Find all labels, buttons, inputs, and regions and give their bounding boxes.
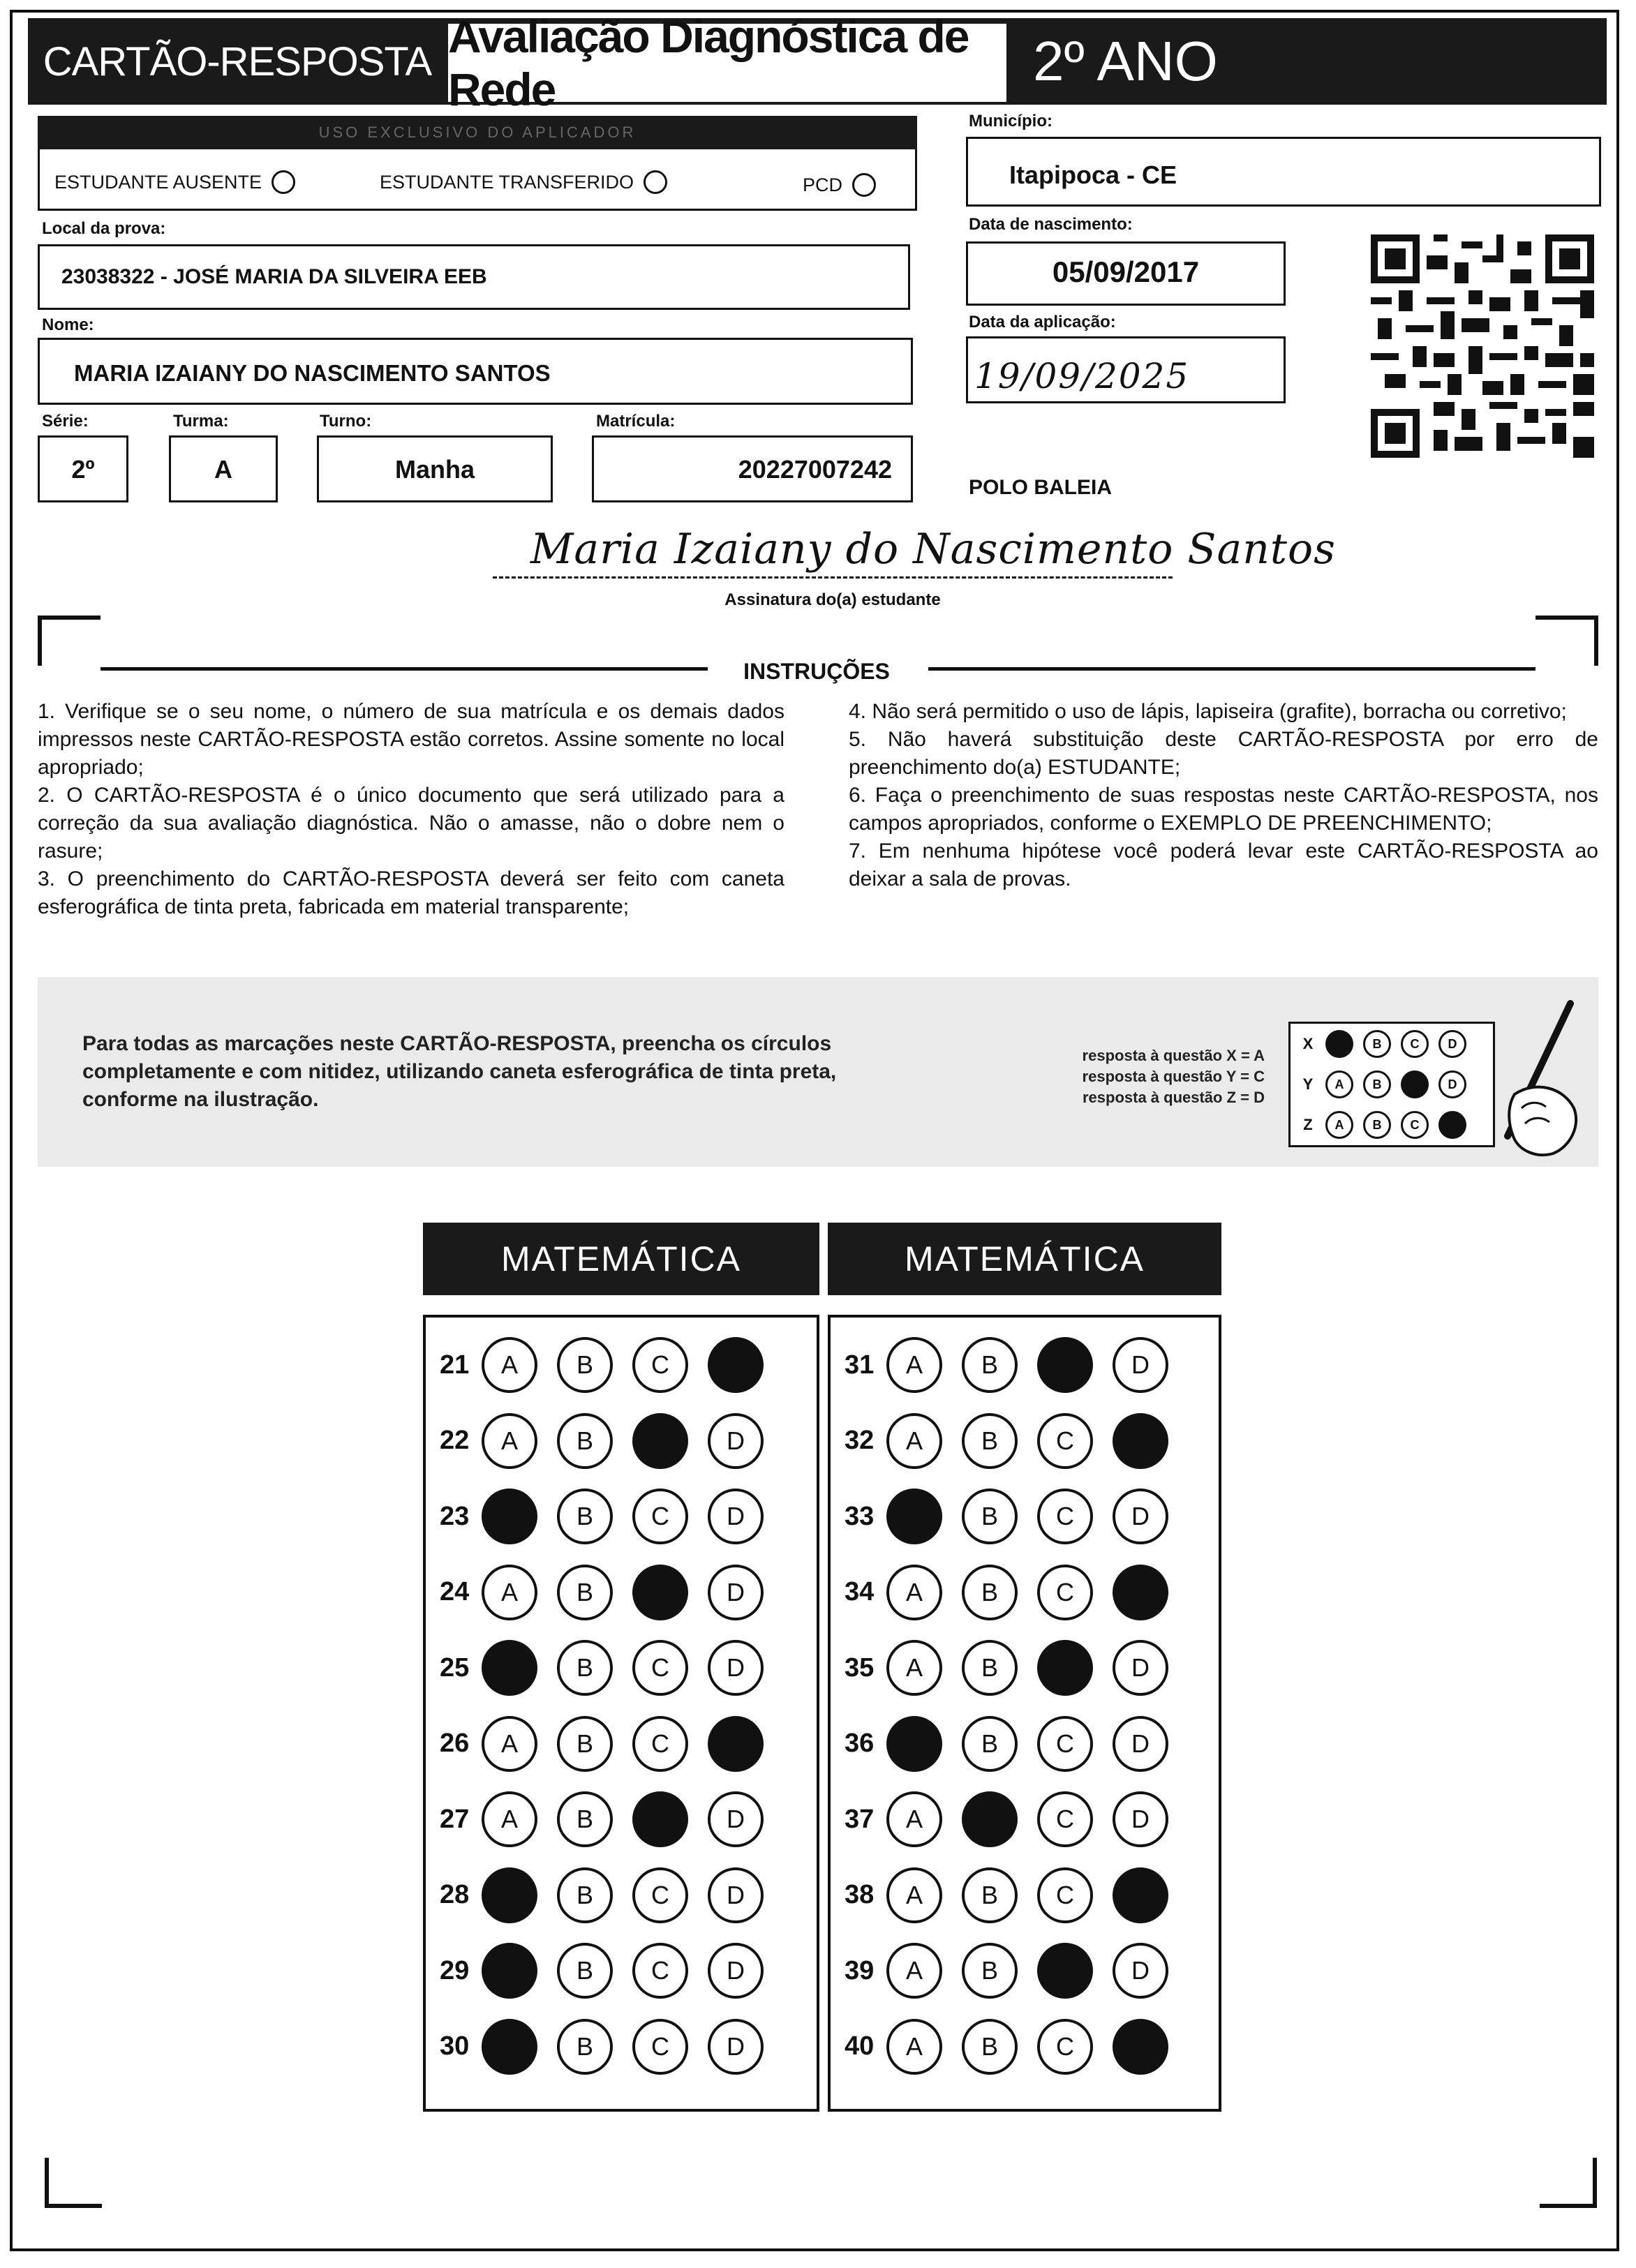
answer-bubble-c[interactable]: C bbox=[1037, 1565, 1093, 1620]
turma-value: A bbox=[214, 455, 232, 484]
absent-bubble[interactable] bbox=[272, 170, 295, 194]
answer-bubble-a[interactable]: A bbox=[886, 1565, 942, 1620]
corner-mark-br-v bbox=[1593, 2158, 1597, 2208]
signature-line bbox=[493, 576, 1173, 579]
answer-bubble-a[interactable] bbox=[482, 1943, 537, 1999]
answer-bubble-b[interactable]: B bbox=[962, 1413, 1018, 1469]
pcd-option[interactable] bbox=[803, 173, 876, 197]
answer-row bbox=[845, 1331, 1188, 1398]
answer-bubble-b[interactable] bbox=[962, 1791, 1018, 1847]
answer-bubble-c[interactable]: C bbox=[632, 1337, 688, 1393]
answer-bubble-a[interactable]: A bbox=[482, 1716, 537, 1772]
answer-bubble-b[interactable]: B bbox=[962, 1943, 1018, 1999]
corner-mark-bl bbox=[45, 2204, 102, 2208]
answer-bubble-d[interactable]: D bbox=[708, 1640, 764, 1696]
absent-label: ESTUDANTE AUSENTE bbox=[54, 171, 262, 193]
answer-bubble-d[interactable] bbox=[1113, 1867, 1168, 1923]
example-legend bbox=[1034, 1045, 1265, 1108]
corner-mark-tl bbox=[38, 616, 101, 620]
name-label: Nome: bbox=[42, 315, 94, 334]
nasc-label: Data de nascimento: bbox=[969, 215, 1133, 234]
question-number: 40 bbox=[845, 2031, 875, 2061]
example-bubble: A bbox=[1325, 1070, 1353, 1098]
header-exam-title: Avaliação Diagnóstica de Rede bbox=[448, 24, 1006, 102]
answer-bubble-b[interactable]: B bbox=[962, 1716, 1018, 1772]
answer-bubble-a[interactable]: A bbox=[886, 1337, 942, 1393]
answer-bubble-a[interactable]: A bbox=[886, 2019, 942, 2075]
example-question-label: X bbox=[1302, 1035, 1314, 1052]
answer-row bbox=[440, 1710, 783, 1777]
answer-row bbox=[845, 2013, 1188, 2080]
question-number: 27 bbox=[440, 1804, 470, 1834]
aplic-label: Data da aplicação: bbox=[969, 313, 1116, 331]
header-card-title: CARTÃO-RESPOSTA bbox=[43, 38, 432, 84]
hand-pen-icon bbox=[1487, 997, 1584, 1164]
answer-bubble-c[interactable] bbox=[1037, 1640, 1093, 1696]
example-bubble: B bbox=[1363, 1070, 1391, 1098]
answer-bubble-c[interactable] bbox=[632, 1565, 688, 1620]
answer-bubble-d[interactable]: D bbox=[1113, 1716, 1168, 1772]
answer-bubble-d[interactable]: D bbox=[708, 1867, 764, 1923]
instructions-left bbox=[38, 698, 784, 921]
pcd-bubble[interactable] bbox=[852, 173, 876, 197]
answer-bubble-d[interactable] bbox=[708, 1716, 764, 1772]
answer-bubble-b[interactable]: B bbox=[962, 1337, 1018, 1393]
instruction-6: 6. Faça o preenchimento de suas respostas neste CARTÃO-RESPOSTA, nos campos apropriados, conforme o EXEMPLO DE PREENCHIMENTO; bbox=[849, 784, 1598, 835]
answer-row bbox=[845, 1408, 1188, 1475]
question-number: 21 bbox=[440, 1350, 470, 1380]
answer-bubble-b[interactable]: B bbox=[557, 1413, 613, 1469]
serie-label: Série: bbox=[42, 412, 89, 431]
question-number: 36 bbox=[845, 1729, 875, 1758]
answer-row bbox=[845, 1786, 1188, 1853]
answer-bubble-a[interactable]: A bbox=[886, 1640, 942, 1696]
answer-row bbox=[440, 2013, 783, 2080]
answer-bubble-a[interactable]: A bbox=[886, 1791, 942, 1847]
answer-row bbox=[845, 1483, 1188, 1550]
question-number: 26 bbox=[440, 1729, 470, 1758]
example-z: resposta à questão Z = D bbox=[1082, 1089, 1265, 1106]
answer-bubble-a[interactable] bbox=[886, 1716, 942, 1772]
answer-grid-1 bbox=[423, 1315, 819, 2112]
answer-bubble-a[interactable] bbox=[482, 1640, 537, 1696]
answer-bubble-c[interactable] bbox=[1037, 1337, 1093, 1393]
signature-caption: Assinatura do(a) estudante bbox=[724, 590, 941, 609]
answer-bubble-a[interactable] bbox=[482, 1867, 537, 1923]
answer-row bbox=[845, 1710, 1188, 1777]
question-number: 28 bbox=[440, 1880, 470, 1909]
example-bubble: D bbox=[1438, 1030, 1466, 1058]
question-number: 25 bbox=[440, 1652, 470, 1683]
example-question-label: Y bbox=[1302, 1075, 1314, 1093]
answer-bubble-c[interactable]: C bbox=[632, 1640, 688, 1696]
question-number: 32 bbox=[845, 1426, 875, 1455]
local-label: Local da prova: bbox=[42, 219, 166, 238]
aplic-value: 19/09/2025 bbox=[974, 356, 1190, 396]
instructions-right bbox=[849, 698, 1598, 893]
header-grade: 2º ANO bbox=[1033, 30, 1218, 92]
name-value: MARIA IZAIANY DO NASCIMENTO SANTOS bbox=[74, 360, 551, 386]
instruction-1: 1. Verifique se o seu nome, o número de sua matrícula e os demais dados impressos neste CARTÃO-RESPOSTA estão corretos. Assine somente no local apropriado; bbox=[38, 700, 784, 779]
answer-bubble-a[interactable]: A bbox=[482, 1791, 537, 1847]
answer-bubble-d[interactable] bbox=[1113, 1565, 1168, 1620]
question-number: 39 bbox=[845, 1955, 875, 1985]
answer-bubble-c[interactable]: C bbox=[1037, 1716, 1093, 1772]
matricula-value: 20227007242 bbox=[738, 455, 892, 484]
answer-row bbox=[845, 1862, 1188, 1929]
local-value: 23038322 - JOSÉ MARIA DA SILVEIRA EEB bbox=[61, 265, 487, 288]
example-grid bbox=[1288, 1022, 1495, 1147]
answer-bubble-b[interactable]: B bbox=[557, 1943, 613, 1999]
answer-bubble-c[interactable]: C bbox=[632, 1716, 688, 1772]
municipio-value: Itapipoca - CE bbox=[1009, 161, 1177, 189]
turma-label: Turma: bbox=[173, 412, 229, 431]
example-bubble: B bbox=[1363, 1030, 1391, 1058]
corner-mark-br bbox=[1540, 2204, 1597, 2208]
answer-bubble-d[interactable]: D bbox=[1113, 1943, 1168, 1999]
answer-bubble-c[interactable]: C bbox=[1037, 1489, 1093, 1544]
answer-row bbox=[440, 1862, 783, 1929]
answer-bubble-d[interactable]: D bbox=[708, 1565, 764, 1620]
answer-bubble-d[interactable]: D bbox=[1113, 1640, 1168, 1696]
answer-bubble-c[interactable]: C bbox=[1037, 1791, 1093, 1847]
answer-row bbox=[845, 1937, 1188, 2004]
answer-row bbox=[440, 1483, 783, 1550]
answer-bubble-d[interactable] bbox=[1113, 1413, 1168, 1469]
answer-bubble-a[interactable] bbox=[482, 1489, 537, 1544]
applicator-bar: USO EXCLUSIVO DO APLICADOR bbox=[38, 116, 917, 149]
question-number: 31 bbox=[845, 1350, 875, 1380]
answer-bubble-b[interactable]: B bbox=[962, 1489, 1018, 1544]
answer-bubble-b[interactable]: B bbox=[557, 1489, 613, 1544]
turno-value: Manha bbox=[394, 455, 475, 484]
answer-bubble-b[interactable]: B bbox=[557, 1791, 613, 1847]
corner-mark-tr-v bbox=[1594, 616, 1598, 666]
instructions-rule-right bbox=[928, 667, 1535, 671]
answer-bubble-a[interactable] bbox=[482, 2019, 537, 2075]
absent-option[interactable] bbox=[54, 170, 295, 194]
answer-bubble-d[interactable]: D bbox=[708, 1791, 764, 1847]
answer-bubble-a[interactable]: A bbox=[482, 1413, 537, 1469]
answer-bubble-b[interactable]: B bbox=[962, 1867, 1018, 1923]
transferred-bubble[interactable] bbox=[644, 170, 667, 194]
example-bubble: B bbox=[1363, 1111, 1391, 1139]
example-bubble: D bbox=[1438, 1070, 1466, 1098]
instruction-4: 4. Não será permitido o uso de lápis, lapiseira (grafite), borracha ou corretivo; bbox=[849, 700, 1567, 723]
example-bubble: C bbox=[1401, 1111, 1429, 1139]
answer-row bbox=[440, 1937, 783, 2004]
answer-row bbox=[845, 1559, 1188, 1626]
question-number: 34 bbox=[845, 1577, 875, 1606]
answer-bubble-d[interactable]: D bbox=[708, 2019, 764, 2075]
transferred-label: ESTUDANTE TRANSFERIDO bbox=[380, 171, 634, 193]
corner-mark-bl-v bbox=[45, 2158, 49, 2208]
example-y: resposta à questão Y = C bbox=[1082, 1068, 1265, 1085]
municipio-label: Município: bbox=[969, 112, 1053, 130]
section-header-2: MATEMÁTICA bbox=[828, 1223, 1221, 1295]
example-row bbox=[1291, 1064, 1493, 1105]
answer-bubble-c[interactable] bbox=[632, 1413, 688, 1469]
question-number: 38 bbox=[845, 1880, 875, 1909]
example-x: resposta à questão X = A bbox=[1082, 1047, 1265, 1064]
answer-bubble-c[interactable] bbox=[1037, 1943, 1093, 1999]
answer-bubble-d[interactable]: D bbox=[708, 1413, 764, 1469]
answer-bubble-d[interactable]: D bbox=[1113, 1791, 1168, 1847]
answer-bubble-b[interactable]: B bbox=[557, 1640, 613, 1696]
section-header-1: MATEMÁTICA bbox=[423, 1223, 819, 1295]
answer-bubble-d[interactable]: D bbox=[708, 1489, 764, 1544]
example-bubble: C bbox=[1401, 1030, 1429, 1058]
example-question-label: Z bbox=[1303, 1116, 1313, 1133]
question-number: 22 bbox=[440, 1426, 470, 1455]
answer-bubble-b[interactable]: B bbox=[557, 1337, 613, 1393]
instruction-2: 2. O CARTÃO-RESPOSTA é o único documento que será utilizado para a correção da sua avaliação diagnóstica. Não o amasse, não o dobre nem o rasure; bbox=[38, 784, 784, 863]
answer-bubble-c[interactable]: C bbox=[632, 1943, 688, 1999]
answer-bubble-d[interactable] bbox=[708, 1337, 764, 1393]
instructions-rule-left bbox=[101, 667, 708, 671]
answer-bubble-a[interactable]: A bbox=[886, 1943, 942, 1999]
question-number: 23 bbox=[440, 1501, 470, 1531]
instruction-7: 7. Em nenhuma hipótese você poderá levar este CARTÃO-RESPOSTA ao deixar a sala de provas. bbox=[849, 840, 1598, 890]
pcd-label: PCD bbox=[803, 174, 843, 195]
answer-bubble-b[interactable]: B bbox=[962, 1640, 1018, 1696]
question-number: 29 bbox=[440, 1955, 470, 1985]
answer-bubble-c[interactable]: C bbox=[1037, 2019, 1093, 2075]
answer-bubble-a[interactable]: A bbox=[886, 1413, 942, 1469]
answer-bubble-d[interactable]: D bbox=[1113, 1489, 1168, 1544]
corner-mark-tr bbox=[1535, 616, 1598, 620]
example-bubble: C bbox=[1401, 1070, 1429, 1098]
fill-instructions-text: Para todas as marcações neste CARTÃO-RESPOSTA, preencha os círculos completamente e com nitidez, utilizando caneta esferográfica de tinta preta, conforme na ilustração. bbox=[82, 1032, 837, 1111]
answer-row bbox=[440, 1408, 783, 1475]
polo-name: POLO BALEIA bbox=[969, 476, 1113, 499]
answer-row bbox=[440, 1634, 783, 1701]
question-number: 24 bbox=[440, 1577, 470, 1606]
example-row bbox=[1291, 1024, 1493, 1064]
answer-bubble-a[interactable]: A bbox=[482, 1565, 537, 1620]
turno-label: Turno: bbox=[320, 412, 372, 431]
instruction-5: 5. Não haverá substituição deste CARTÃO-RESPOSTA por erro de preenchimento do(a) ESTUDANTE; bbox=[849, 728, 1598, 779]
serie-value: 2º bbox=[71, 455, 95, 484]
transferred-option[interactable] bbox=[380, 170, 667, 194]
answer-bubble-b[interactable]: B bbox=[557, 1716, 613, 1772]
qr-code-icon bbox=[1371, 234, 1594, 458]
answer-bubble-c[interactable]: C bbox=[632, 2019, 688, 2075]
question-number: 30 bbox=[440, 2031, 470, 2061]
answer-bubble-c[interactable]: C bbox=[1037, 1413, 1093, 1469]
answer-bubble-d[interactable]: D bbox=[708, 1943, 764, 1999]
question-number: 37 bbox=[845, 1804, 875, 1834]
answer-bubble-c[interactable] bbox=[632, 1791, 688, 1847]
example-bubble: A bbox=[1325, 1030, 1353, 1058]
answer-row bbox=[440, 1786, 783, 1853]
answer-bubble-d[interactable]: D bbox=[1113, 1337, 1168, 1393]
answer-grid-2 bbox=[828, 1315, 1221, 2112]
answer-bubble-b[interactable]: B bbox=[557, 1867, 613, 1923]
question-number: 35 bbox=[845, 1652, 875, 1683]
answer-bubble-b[interactable]: B bbox=[557, 2019, 613, 2075]
answer-bubble-b[interactable]: B bbox=[962, 1565, 1018, 1620]
answer-row bbox=[440, 1331, 783, 1398]
answer-bubble-c[interactable]: C bbox=[632, 1867, 688, 1923]
answer-bubble-d[interactable] bbox=[1113, 2019, 1168, 2075]
example-bubble: D bbox=[1438, 1111, 1466, 1139]
question-number: 33 bbox=[845, 1501, 875, 1531]
answer-bubble-a[interactable]: A bbox=[482, 1337, 537, 1393]
answer-bubble-b[interactable]: B bbox=[962, 2019, 1018, 2075]
answer-bubble-b[interactable]: B bbox=[557, 1565, 613, 1620]
answer-row bbox=[440, 1559, 783, 1626]
instruction-3: 3. O preenchimento do CARTÃO-RESPOSTA deverá ser feito com caneta esferográfica de tinta preta, fabricada em material transparente; bbox=[38, 867, 784, 918]
answer-bubble-c[interactable]: C bbox=[1037, 1867, 1093, 1923]
answer-bubble-a[interactable]: A bbox=[886, 1867, 942, 1923]
nasc-value: 05/09/2017 bbox=[1052, 255, 1200, 288]
example-row bbox=[1291, 1105, 1493, 1145]
matricula-label: Matrícula: bbox=[596, 412, 676, 431]
example-bubble: A bbox=[1325, 1111, 1353, 1139]
answer-bubble-a[interactable] bbox=[886, 1489, 942, 1544]
answer-bubble-c[interactable]: C bbox=[632, 1489, 688, 1544]
instructions-title: INSTRUÇÕES bbox=[743, 659, 890, 684]
answer-row bbox=[845, 1634, 1188, 1701]
student-signature: Maria Izaiany do Nascimento Santos bbox=[530, 525, 1336, 574]
corner-mark-tl-v bbox=[38, 616, 42, 666]
